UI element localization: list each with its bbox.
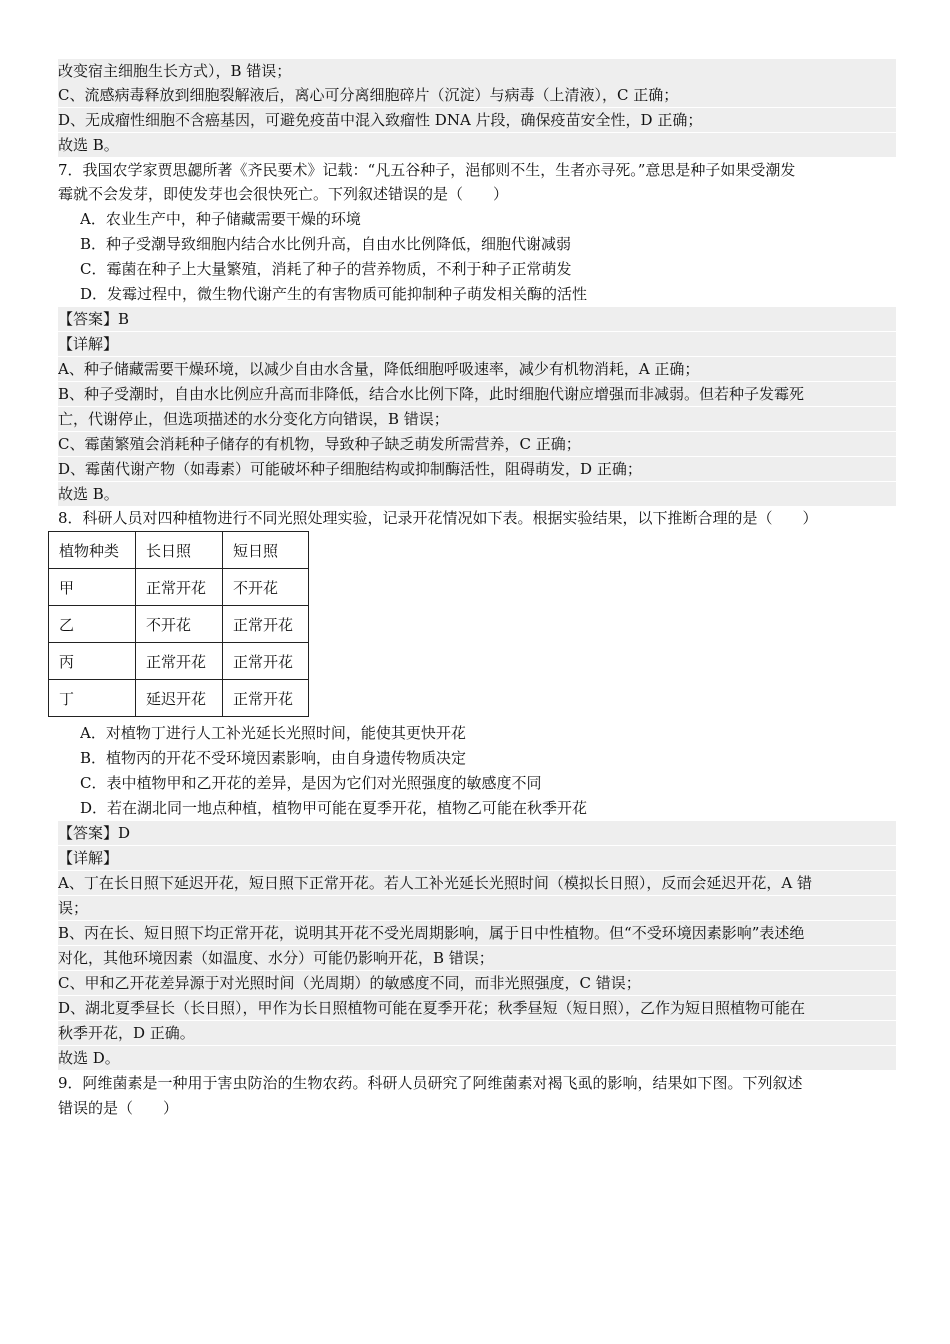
q8-option-a: A．对植物丁进行人工补光延长光照时间，能使其更快开花 (80, 724, 466, 742)
prev-explanation-line: D、无成瘤性细胞不含癌基因，可避免疫苗中混入致瘤性 DNA 片段，确保疫苗安全性，D 正确； (58, 108, 896, 132)
q8-detail-line: 故选 D。 (58, 1046, 896, 1070)
q7-detail-line: A、种子储藏需要干燥环境，以减少自由水含量，降低细胞呼吸速率，减少有机物消耗，A 正确； (58, 357, 896, 381)
prev-explanation-line: 故选 B。 (58, 133, 896, 157)
table-row (49, 643, 309, 680)
q7-detail-line: 亡，代谢停止，但选项描述的水分变化方向错误，B 错误； (58, 407, 896, 431)
table-cell: 正常开花 (136, 643, 223, 680)
q7-detail-line: B、种子受潮时，自由水比例应升高而非降低，结合水比例下降，此时细胞代谢应增强而非减弱。但若种子发霉死 (58, 382, 896, 406)
q9-stem: 错误的是（ ） (58, 1099, 179, 1117)
table-row (49, 606, 309, 643)
q7-option-a: A．农业生产中，种子储藏需要干燥的环境 (80, 210, 361, 228)
q9-stem: 9．阿维菌素是一种用于害虫防治的生物农药。科研人员研究了阿维菌素对褐飞虱的影响，结果如下图。下列叙述 (58, 1074, 803, 1092)
table-header-row (49, 532, 309, 569)
table-cell: 丙 (49, 643, 136, 680)
q7-option-b: B．种子受潮导致细胞内结合水比例升高，自由水比例降低，细胞代谢减弱 (80, 235, 572, 253)
table-cell: 甲 (49, 569, 136, 606)
q7-detail-line: D、霉菌代谢产物（如毒素）可能破坏种子细胞结构或抑制酶活性，阻碍萌发，D 正确； (58, 457, 896, 481)
table-cell: 正常开花 (223, 643, 309, 680)
table-cell: 乙 (49, 606, 136, 643)
q8-detail-line: 对化，其他环境因素（如温度、水分）可能仍影响开花，B 错误； (58, 946, 896, 970)
q8-detail-line: D、湖北夏季昼长（长日照），甲作为长日照植物可能在夏季开花；秋季昼短（短日照），乙作为短日照植物可能在 (58, 996, 896, 1020)
table-row (49, 680, 309, 717)
q7-detail-line: 故选 B。 (58, 482, 896, 506)
table-header-cell: 植物种类 (49, 532, 136, 569)
q7-option-d: D．发霉过程中，微生物代谢产生的有害物质可能抑制种子萌发相关酶的活性 (80, 285, 588, 303)
table-header-cell: 长日照 (136, 532, 223, 569)
q8-detail-label: 【详解】 (58, 846, 896, 870)
q8-detail-line: B、丙在长、短日照下均正常开花，说明其开花不受光周期影响，属于日中性植物。但“不受环境因素影响”表述绝 (58, 921, 896, 945)
table-cell: 延迟开花 (136, 680, 223, 717)
prev-explanation-line: C、流感病毒释放到细胞裂解液后，离心可分离细胞碎片（沉淀）与病毒（上清液），C 正确； (58, 83, 896, 107)
q7-detail-label: 【详解】 (58, 332, 896, 356)
q8-detail-line: A、丁在长日照下延迟开花，短日照下正常开花。若人工补光延长光照时间（模拟长日照），反而会延迟开花，A 错 (58, 871, 896, 895)
table-cell: 不开花 (136, 606, 223, 643)
q7-answer: 【答案】B (58, 307, 896, 331)
table-row (49, 569, 309, 606)
q7-option-c: C．霉菌在种子上大量繁殖，消耗了种子的营养物质，不利于种子正常萌发 (80, 260, 572, 278)
q8-stem: 8．科研人员对四种植物进行不同光照处理实验，记录开花情况如下表。根据实验结果，以下推断合理的是（ ） (58, 509, 818, 527)
q8-option-b: B．植物丙的开花不受环境因素影响，由自身遗传物质决定 (80, 749, 467, 767)
q7-stem: 霉就不会发芽，即使发芽也会很快死亡。下列叙述错误的是（ ） (58, 185, 509, 203)
q7-detail-line: C、霉菌繁殖会消耗种子储存的有机物，导致种子缺乏萌发所需营养，C 正确； (58, 432, 896, 456)
q7-stem: 7．我国农学家贾思勰所著《齐民要术》记载：“凡五谷种子，浥郁则不生，生者亦寻死。”意思是种子如果受潮发 (58, 161, 796, 179)
q8-option-d: D．若在湖北同一地点种植，植物甲可能在夏季开花，植物乙可能在秋季开花 (80, 799, 588, 817)
table-cell: 正常开花 (223, 606, 309, 643)
table-cell: 不开花 (223, 569, 309, 606)
q8-answer: 【答案】D (58, 821, 896, 845)
table-header-cell: 短日照 (223, 532, 309, 569)
table-cell: 正常开花 (223, 680, 309, 717)
q8-detail-line: 秋季开花，D 正确。 (58, 1021, 896, 1045)
prev-explanation-line: 改变宿主细胞生长方式），B 错误； (58, 59, 896, 83)
q8-flowering-table (48, 531, 309, 717)
table-cell: 丁 (49, 680, 136, 717)
q8-option-c: C．表中植物甲和乙开花的差异，是因为它们对光照强度的敏感度不同 (80, 774, 542, 792)
table-cell: 正常开花 (136, 569, 223, 606)
q8-detail-line: 误； (58, 896, 896, 920)
q8-detail-line: C、甲和乙开花差异源于对光照时间（光周期）的敏感度不同，而非光照强度，C 错误； (58, 971, 896, 995)
